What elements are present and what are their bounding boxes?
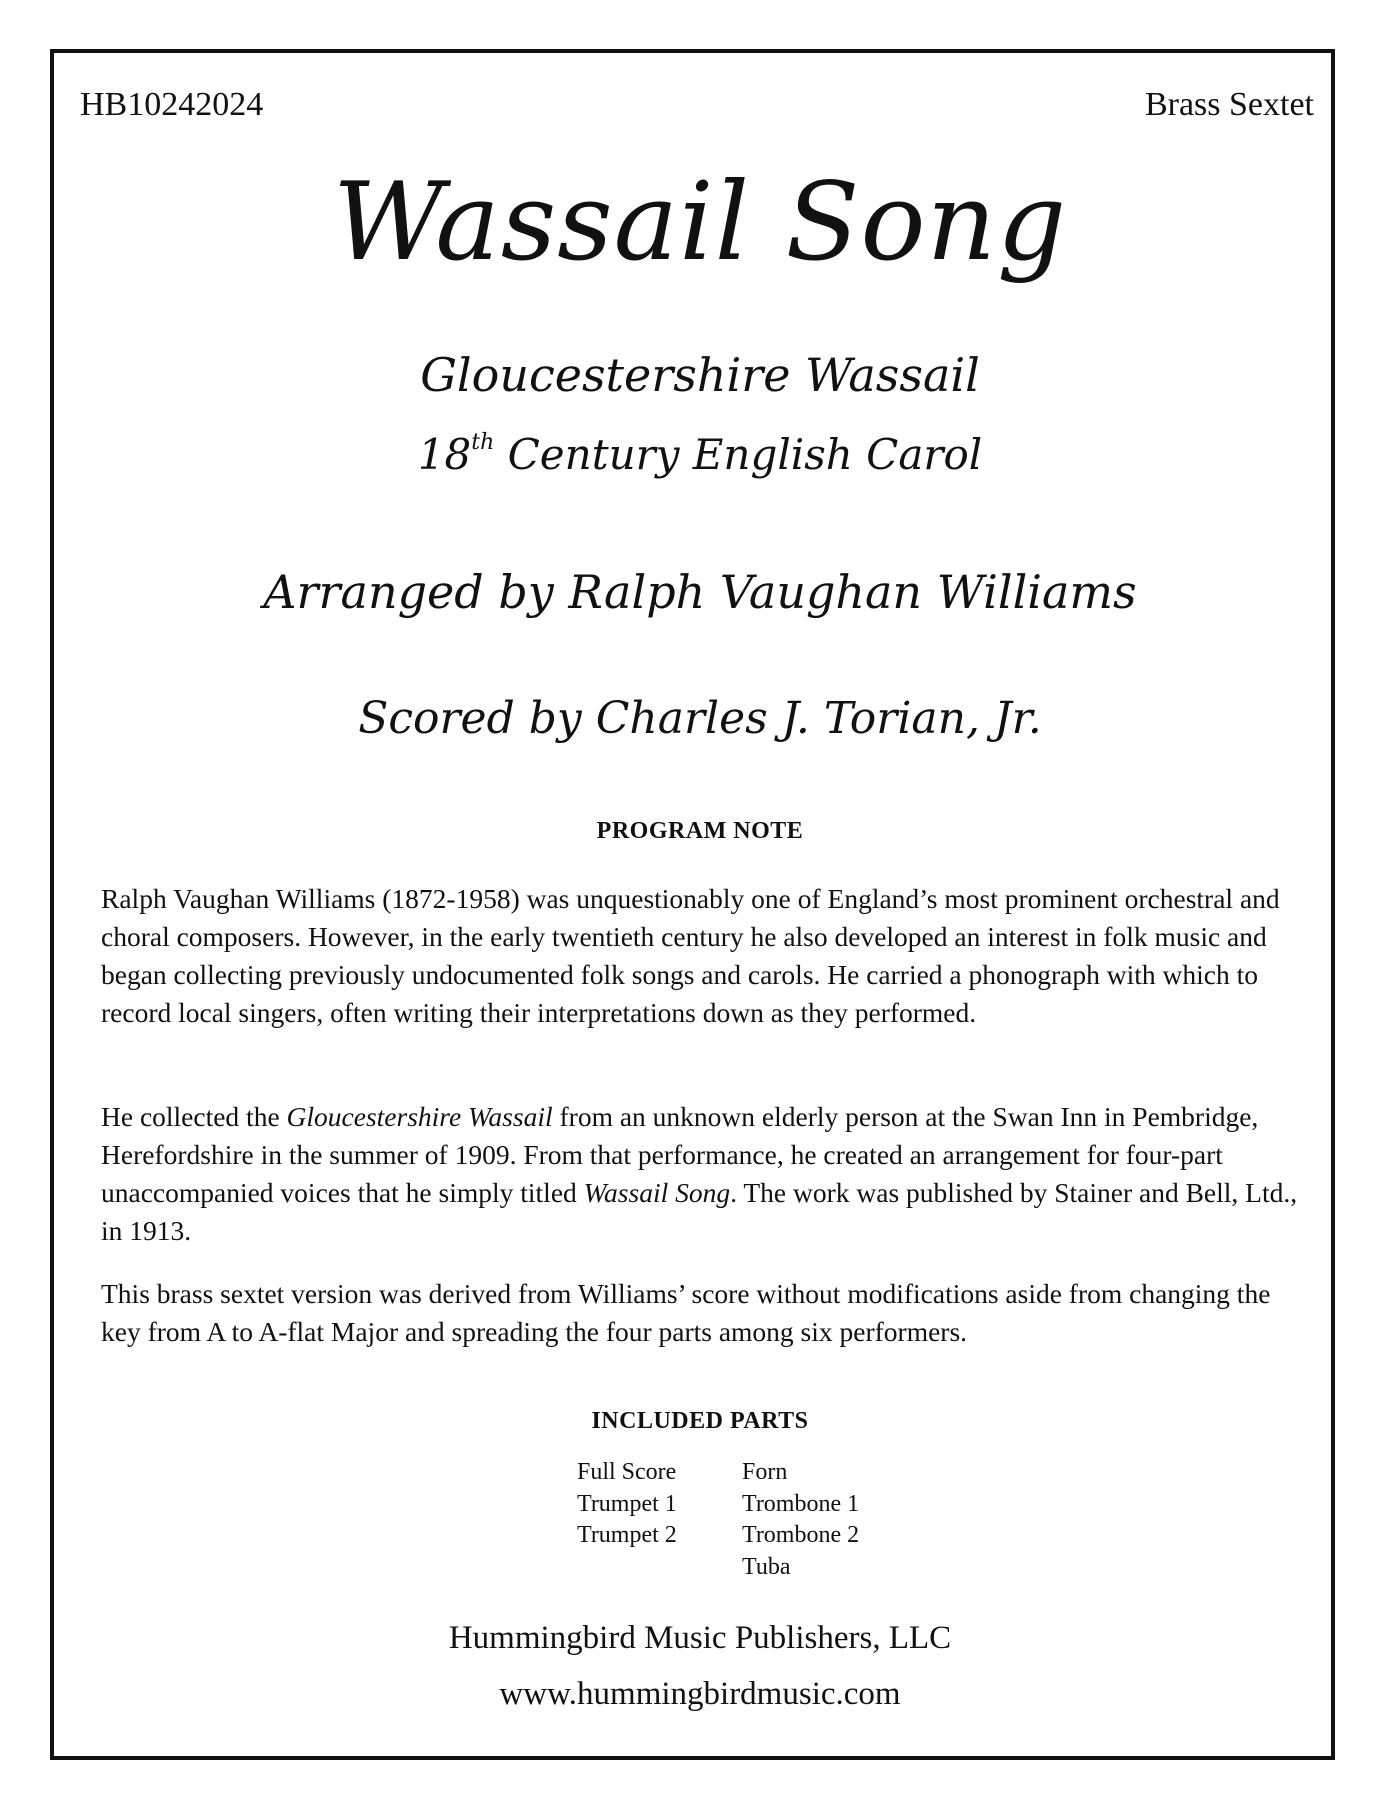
p2-text-b: from an unknown elderly person at the Swan Inn in Pembridge, Herefordshire in the summer of 1909. From that performance, he created an arrangement for four-part unaccompanied voices that he simply titled (101, 1101, 1259, 1208)
publisher-website-link[interactable]: www.hummingbirdmusic.com (499, 1676, 901, 1712)
p2-italic-title-1: Gloucestershire Wassail (286, 1101, 553, 1132)
catalog-number: HB10242024 (80, 86, 264, 123)
origin-ordinal-number: 18 (417, 430, 472, 479)
part-item: Trombone 1 (742, 1490, 860, 1517)
part-item: Full Score (577, 1459, 677, 1485)
program-note-paragraph-2 (101, 1098, 1301, 1250)
part-item: Trumpet 2 (577, 1522, 677, 1548)
page-title: Wassail Song (332, 160, 1068, 285)
p2-text-a: He collected the (101, 1101, 287, 1132)
program-note-paragraph-3: This brass sextet version was derived from Williams’ score without modifications aside from changing the key from A to A-flat Major and spreading the four parts among six performers. (101, 1278, 1271, 1347)
parts-list-left (577, 1457, 677, 1552)
program-note-heading: PROGRAM NOTE (596, 818, 804, 844)
arranger-credit: Arranged by Ralph Vaughan Williams (263, 565, 1137, 619)
part-item: Trombone 2 (742, 1522, 860, 1548)
subtitle: Gloucestershire Wassail (420, 348, 980, 402)
p2-italic-title-2: Wassail Song (583, 1177, 731, 1208)
program-note-paragraph-1: Ralph Vaughan Williams (1872-1958) was unquestionably one of England’s most prominent orchestral and choral composers. However, in the early twentieth century he also developed an interest in folk music and began collecting previously undocumented folk songs and carols. He carried a phonograph with which to record local singers, often writing their interpretations down as they performed. (101, 883, 1280, 1028)
ensemble-label: Brass Sextet (1144, 86, 1314, 123)
part-item: Trumpet 1 (577, 1490, 677, 1517)
origin-ordinal-suffix: th (471, 430, 495, 455)
origin-rest: Century English Carol (494, 430, 983, 479)
p2-text-c: . The work was published by Stainer and Bell, Ltd., in 1913. (101, 1177, 1298, 1246)
part-item: Tuba (742, 1553, 791, 1580)
publisher-name: Hummingbird Music Publishers, LLC (448, 1620, 952, 1656)
scorer-credit: Scored by Charles J. Torian, Jr. (358, 693, 1042, 744)
part-item: Forn (742, 1459, 788, 1485)
origin-line (0, 430, 1400, 479)
parts-list-right (742, 1457, 859, 1583)
included-parts-heading: INCLUDED PARTS (591, 1408, 809, 1434)
